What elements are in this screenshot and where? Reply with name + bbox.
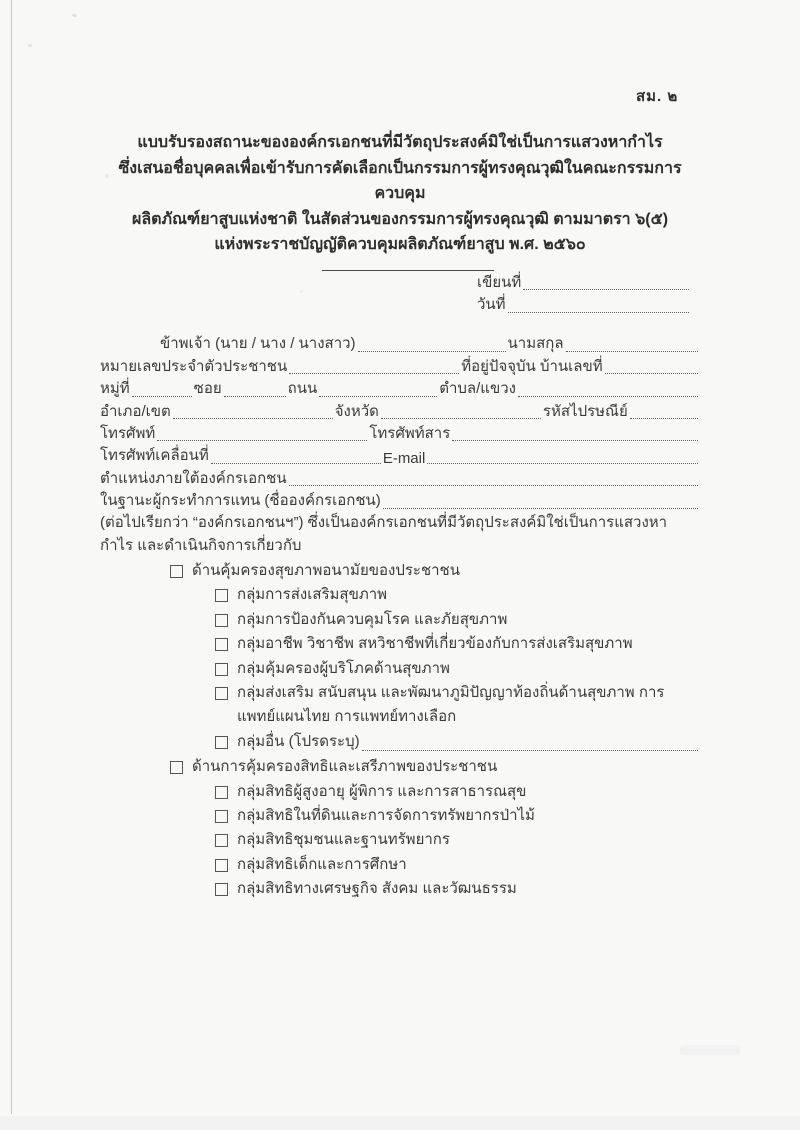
position-label: ตำแหน่งภายใต้องค์กรเอกชน: [100, 469, 287, 487]
section-health-protection: [170, 559, 700, 583]
item-label: กลุ่มสิทธิเด็กและการศึกษา: [237, 855, 407, 873]
checkbox-local-wisdom[interactable]: [215, 687, 228, 700]
doc-code-label: สม. ๒: [636, 88, 679, 105]
item-economic-rights: [215, 877, 700, 901]
scan-bottom-edge: [0, 1116, 800, 1130]
date-row: [477, 294, 691, 317]
id-number-label: หมายเลขประจำตัวประชาชน: [100, 357, 288, 375]
acting-for-row: [100, 490, 700, 512]
id-address-row: [100, 355, 700, 377]
postcode-label: รหัสไปรษณีย์: [542, 402, 628, 420]
checkbox-child-rights[interactable]: [215, 859, 228, 872]
intro-paragraph: (ต่อไปเรียกว่า “องค์กรเอกชนฯ”) ซึ่งเป็นองค์กรเอกชนที่มีวัตถุประสงค์มิใช่เป็นการแสวงหากำไร และดำเนินกิจการเกี่ยวกับ: [100, 514, 668, 554]
name-prefix-label: ข้าพเจ้า (นาย / นาง / นางสาว): [160, 335, 356, 353]
moo-label: หมู่ที่: [100, 380, 130, 398]
name-row: [100, 333, 700, 355]
written-at-block: [477, 271, 691, 316]
road-blank[interactable]: [319, 396, 437, 397]
section-rights-protection: [170, 755, 700, 779]
item-elderly-rights: [215, 780, 700, 804]
organization-name-blank[interactable]: [383, 508, 698, 509]
item-local-wisdom: [215, 681, 700, 730]
item-label: กลุ่มสิทธิชุมชนและฐานทรัพยากร: [237, 831, 450, 849]
item-consumer-protection: [215, 657, 700, 681]
other-group-blank[interactable]: [362, 750, 698, 751]
item-community-rights: [215, 828, 700, 852]
checkbox-land-rights[interactable]: [215, 810, 228, 823]
district-province-row: [100, 400, 700, 422]
province-label: จังหวัด: [334, 402, 379, 420]
checkbox-section-health[interactable]: [170, 565, 183, 578]
title-line-1: แบบรับรองสถานะขององค์กรเอกชนที่มีวัตถุประสงค์มิใช่เป็นการแสวงหากำไร: [137, 134, 663, 151]
item-label: กลุ่มส่งเสริม สนับสนุน และพัฒนาภูมิปัญญาท้องถิ่นด้านสุขภาพ การแพทย์แผนไทย การแพทย์ทางเลือก: [237, 683, 665, 726]
province-blank[interactable]: [381, 418, 541, 419]
checkbox-health-promotion[interactable]: [215, 589, 228, 602]
form-title: [100, 130, 700, 271]
district-label: อำเภอ/เขต: [100, 402, 171, 420]
item-label: กลุ่มการส่งเสริมสุขภาพ: [237, 586, 388, 604]
item-other-group: [215, 730, 700, 754]
fax-blank[interactable]: [452, 440, 698, 441]
checkbox-disease-control[interactable]: [215, 614, 228, 627]
section-label: ด้านการคุ้มครองสิทธิและเสรีภาพของประชาชน: [192, 758, 498, 776]
moo-soi-road-row: [100, 378, 700, 400]
item-child-rights: [215, 853, 700, 877]
mobile-blank[interactable]: [211, 463, 381, 464]
title-line-4: แห่งพระราชบัญญัติควบคุมผลิตภัณฑ์ยาสูบ พ.ศ. ๒๕๖๐: [214, 236, 586, 253]
title-divider: [322, 270, 494, 271]
checkbox-economic-rights[interactable]: [215, 883, 228, 896]
address-label: ที่อยู่ปัจจุบัน บ้านเลขที่: [461, 357, 603, 375]
scan-smudge: [28, 44, 32, 47]
id-number-blank[interactable]: [289, 373, 459, 374]
item-professions: [215, 632, 700, 656]
form-body: [100, 333, 700, 902]
written-at-blank[interactable]: [523, 289, 689, 290]
position-blank[interactable]: [289, 485, 698, 486]
item-label: กลุ่มสิทธิทางเศรษฐกิจ สังคม และวัฒนธรรม: [237, 880, 517, 898]
position-row: [100, 467, 700, 489]
item-label: กลุ่มสิทธิในที่ดินและการจัดการทรัพยากรป่าไม้: [237, 807, 535, 824]
checkbox-professions[interactable]: [215, 638, 228, 651]
soi-label: ซอย: [193, 380, 222, 398]
email-label: E-mail: [382, 450, 426, 468]
surname-label: นามสกุล: [507, 335, 564, 353]
phone-fax-row: [100, 423, 700, 445]
road-label: ถนน: [287, 380, 318, 398]
date-blank[interactable]: [508, 312, 689, 313]
item-health-promotion: [215, 583, 700, 607]
item-label: กลุ่มอื่น (โปรดระบุ): [237, 732, 360, 750]
subdistrict-blank[interactable]: [518, 396, 698, 397]
title-line-2: ซึ่งเสนอชื่อบุคคลเพื่อเข้ารับการคัดเลือกเป็นกรรมการผู้ทรงคุณวุฒิในคณะกรรมการควบคุม: [118, 159, 682, 202]
fax-label: โทรศัพท์สาร: [369, 424, 451, 442]
email-blank[interactable]: [427, 463, 698, 464]
surname-blank[interactable]: [566, 351, 698, 352]
phone-blank[interactable]: [157, 440, 367, 441]
checkbox-elderly-rights[interactable]: [215, 786, 228, 799]
scan-smudge: [72, 13, 78, 18]
checkbox-section-rights[interactable]: [170, 761, 183, 774]
house-number-blank[interactable]: [605, 373, 698, 374]
activity-checklist: [100, 559, 700, 902]
mobile-email-row: [100, 445, 700, 467]
item-land-rights: [215, 804, 700, 828]
checkbox-community-rights[interactable]: [215, 834, 228, 847]
written-at-row: [477, 271, 691, 294]
district-blank[interactable]: [173, 418, 333, 419]
scan-smudge: [300, 290, 303, 293]
checkbox-consumer-protection[interactable]: [215, 663, 228, 676]
postcode-blank[interactable]: [630, 418, 698, 419]
soi-blank[interactable]: [224, 396, 286, 397]
title-line-3: ผลิตภัณฑ์ยาสูบแห่งชาติ ในสัดส่วนของกรรมการผู้ทรงคุณวุฒิ ตามมาตรา ๖(๕): [131, 210, 669, 228]
item-label: กลุ่มการป้องกันควบคุมโรค และภัยสุขภาพ: [237, 610, 508, 628]
moo-blank[interactable]: [132, 396, 192, 397]
subdistrict-label: ตำบล/แขวง: [439, 380, 516, 398]
checkbox-other-group[interactable]: [215, 736, 228, 749]
section-label: ด้านคุ้มครองสุขภาพอนามัยของประชาชน: [192, 561, 460, 579]
first-name-blank[interactable]: [358, 351, 506, 352]
mobile-label: โทรศัพท์เคลื่อนที่: [100, 447, 209, 465]
item-label: กลุ่มอาชีพ วิชาชีพ สหวิชาชีพที่เกี่ยวข้องกับการส่งเสริมสุขภาพ: [237, 635, 633, 653]
scan-smudge: [680, 1045, 740, 1055]
item-label: กลุ่มสิทธิผู้สูงอายุ ผู้พิการ และการสาธารณสุข: [237, 782, 527, 800]
scan-edge-artifact: [11, 0, 12, 1114]
written-at-label: เขียนที่: [477, 273, 522, 291]
item-disease-control: [215, 608, 700, 632]
acting-for-label: ในฐานะผู้กระทำการแทน (ชื่อองค์กรเอกชน): [100, 492, 381, 510]
date-label: วันที่: [477, 296, 506, 314]
item-label: กลุ่มคุ้มครองผู้บริโภคด้านสุขภาพ: [237, 659, 450, 677]
phone-label: โทรศัพท์: [100, 424, 156, 442]
